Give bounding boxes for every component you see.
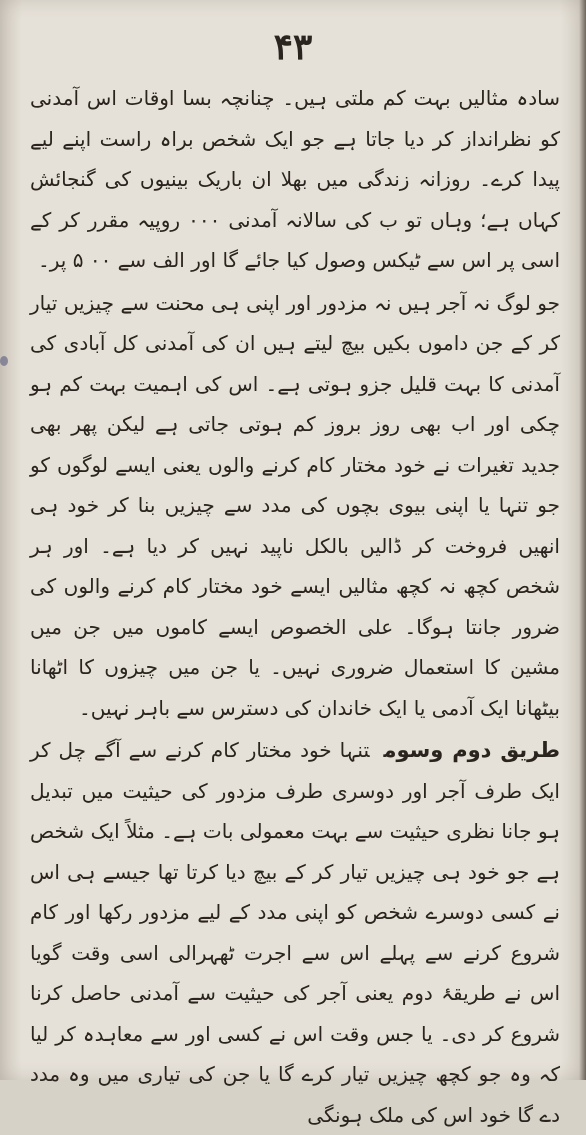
paragraph-2: جو لوگ نہ آجر ہیں نہ مزدور اور اپنی ہی محنت سے چیزیں تیار کر کے جن داموں بکیں بیچ لیتے ہیں ان کی آمدنی کل آبادی کی آمدنی کا بہت قلیل جزو ہوتی ہے۔ اس کی اہمیت بہت کم ہو چکی اور اب بھی روز بروز کم ہوتی جاتی ہے لیکن پھر بھی جدید تغیرات نے خود مختار کام کرنے والوں یعنی ایسے لوگوں کو جو تنہا یا اپنی بیوی بچوں کی مدد سے چیزیں بنا کر خود ہی انھیں فروخت کر ڈالیں بالکل ناپید نہیں کر دیا ہے۔ اور ہر شخص کچھ نہ کچھ مثالیں ایسے خود مختار کام کرنے والوں کی ضرور جانتا ہوگا۔ علی الخصوص ایسے کاموں میں جن میں مشین کا استعمال ضروری نہیں۔ یا جن میں چیزوں کا اٹھانا بیٹھانا ایک آدمی یا ایک خاندان کی دسترس سے باہر نہیں۔ — [30, 290, 560, 720]
paragraph-3-text: تنہا خود مختار کام کرنے سے آگے چل کر ایک طرف آجر اور دوسری طرف مزدور کی حیثیت میں تبدیل ہو جانا نظری حیثیت سے بہت معمولی بات ہے۔ مثلاً ایک شخص ہے جو خود ہی چیزیں تیار کر کے بیچ دیا کرتا تھا جیسے ہی اس نے کسی دوسرے شخص کو اپنی مدد کے لیے مزدور رکھا اور کام شروع کرنے سے پہلے اس سے اجرت ٹھہرالی اسی وقت گویا اس نے طریقۂ دوم یعنی آجر کی حیثیت سے آمدنی حاصل کرنا شروع کر دی۔ یا جس وقت اس نے کسی اور سے معاہدہ کر لیا کہ وہ جو کچھ چیزیں تیار کرے گا یا جن کی تیاری میں وہ مدد دے گا خود اس کی ملک ہونگی — [30, 738, 560, 1127]
page-number: ۴۳ — [273, 26, 313, 68]
paragraph-3 — [30, 730, 560, 1135]
section-heading: طریق دوم وسوم — [383, 738, 560, 762]
page-edge-shadow — [579, 0, 586, 1080]
paragraph-1: سادہ مثالیں بہت کم ملتی ہیں۔ چنانچہ بسا اوقات اس آمدنی کو نظرانداز کر دیا جاتا ہے جو ایک شخص براہ راست اپنے لیے پیدا کرے۔ روزانہ زندگی میں بھلا ان باریک بینیوں کی گنجائش کہاں ہے؛ وہاں تو ب کی سالانہ آمدنی ۰۰۰ روپیہ مقرر کر کے اسی پر اس سے ٹیکس وصول کیا جائے گا اور الف سے ۰۰ ۵ پر۔ — [30, 86, 560, 272]
ink-spot — [0, 356, 8, 366]
page-body — [30, 78, 560, 1135]
